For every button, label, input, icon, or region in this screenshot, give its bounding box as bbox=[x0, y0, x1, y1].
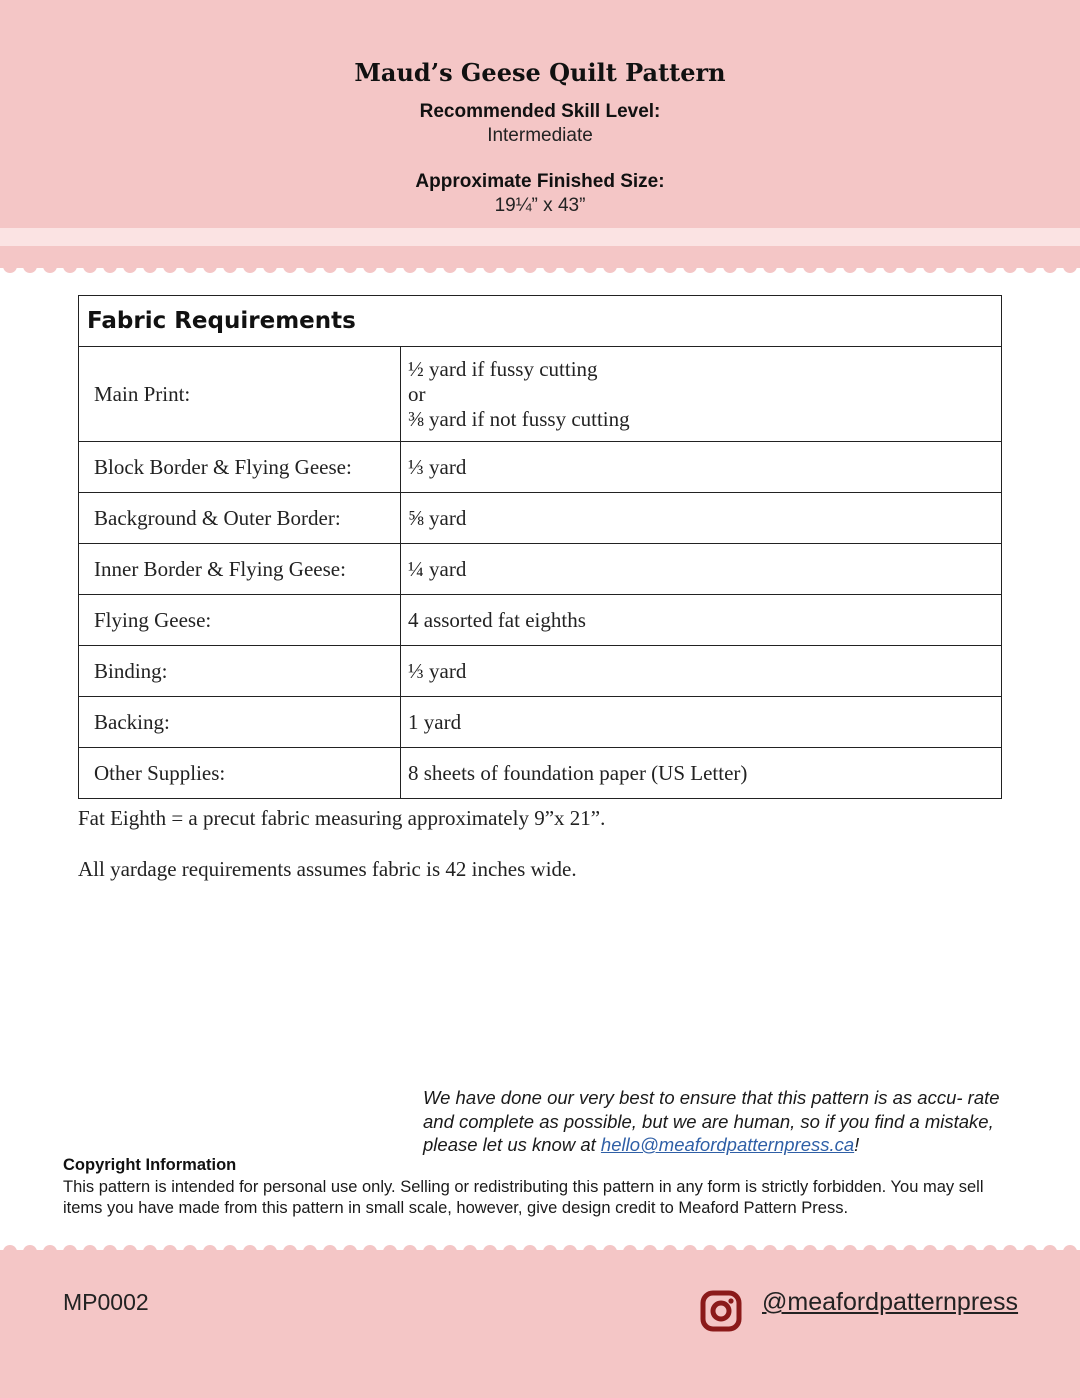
row-label: Binding: bbox=[79, 646, 401, 697]
row-value: ⅝ yard bbox=[401, 493, 1002, 544]
row-value: 4 assorted fat eighths bbox=[401, 595, 1002, 646]
copyright-body: This pattern is intended for personal use only. Selling or redistributing this pattern in any form is strictly forbidden. You may sell items you have made from this pattern in small scale, however, give design credit to Meaford Pattern Press. bbox=[63, 1178, 984, 1217]
row-label: Backing: bbox=[79, 697, 401, 748]
row-value: ⅓ yard bbox=[401, 646, 1002, 697]
pattern-code: MP0002 bbox=[63, 1289, 149, 1315]
fabric-requirements-table bbox=[78, 295, 1002, 799]
table-row bbox=[79, 544, 1002, 595]
skill-level-label: Recommended Skill Level: bbox=[419, 101, 661, 122]
row-value bbox=[401, 347, 1002, 442]
row-label: Main Print: bbox=[79, 347, 401, 442]
table-row bbox=[79, 595, 1002, 646]
value-line: ⅜ yard if not fussy cutting bbox=[408, 406, 630, 431]
scallop-edge-top bbox=[0, 262, 1080, 276]
disclaimer-end: ! bbox=[854, 1134, 860, 1155]
value-line: ½ yard if fussy cutting bbox=[408, 356, 598, 381]
yardage-note: All yardage requirements assumes fabric is 42 inches wide. bbox=[78, 857, 577, 881]
row-label: Background & Outer Border: bbox=[79, 493, 401, 544]
row-label: Block Border & Flying Geese: bbox=[79, 442, 401, 493]
copyright-title: Copyright Information bbox=[63, 1156, 237, 1174]
row-label: Inner Border & Flying Geese: bbox=[79, 544, 401, 595]
table-row bbox=[79, 442, 1002, 493]
finished-size-label: Approximate Finished Size: bbox=[415, 171, 665, 192]
disclaimer-text bbox=[423, 1086, 1013, 1157]
header-stripe bbox=[0, 228, 1080, 246]
skill-level-value: Intermediate bbox=[487, 125, 593, 146]
fat-eighth-note: Fat Eighth = a precut fabric measuring approximately 9”x 21”. bbox=[78, 806, 606, 830]
instagram-handle-link[interactable]: @meafordpatternpress bbox=[762, 1288, 1019, 1316]
table-heading: Fabric Requirements bbox=[79, 296, 1002, 347]
row-label: Flying Geese: bbox=[79, 595, 401, 646]
row-value: ¼ yard bbox=[401, 544, 1002, 595]
value-line: or bbox=[408, 381, 426, 406]
table-row bbox=[79, 748, 1002, 799]
row-label: Other Supplies: bbox=[79, 748, 401, 799]
scallop-edge-bottom bbox=[0, 1242, 1080, 1256]
instagram-icon[interactable] bbox=[700, 1290, 742, 1332]
table-row bbox=[79, 493, 1002, 544]
footer-band bbox=[0, 1250, 1080, 1398]
row-value: 1 yard bbox=[401, 697, 1002, 748]
disclaimer-body: We have done our very best to ensure that this pattern is as accu- rate and complete as possible, but we are human, so if you find a mistake, please let us know at bbox=[423, 1087, 1000, 1155]
row-value: 8 sheets of foundation paper (US Letter) bbox=[401, 748, 1002, 799]
email-link[interactable]: hello@meafordpatternpress.ca bbox=[600, 1134, 855, 1155]
table-row bbox=[79, 347, 1002, 442]
finished-size-value: 19¼” x 43” bbox=[494, 195, 586, 216]
table-row bbox=[79, 697, 1002, 748]
pattern-title: Maud’s Geese Quilt Pattern bbox=[354, 58, 726, 87]
row-value: ⅓ yard bbox=[401, 442, 1002, 493]
table-row bbox=[79, 646, 1002, 697]
